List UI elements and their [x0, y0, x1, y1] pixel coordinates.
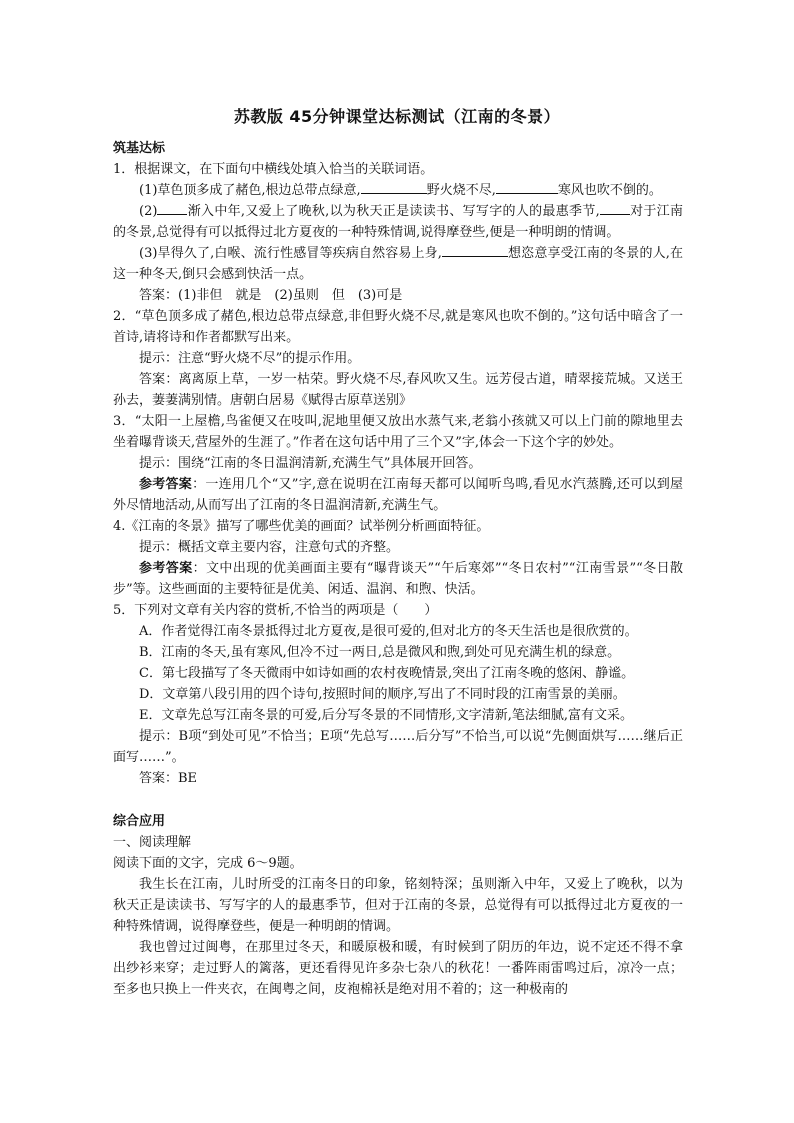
section-heading-basic: 筑基达标 — [113, 141, 166, 156]
question-1: 1．根据课文，在下面句中横线处填入恰当的关联词语。 — [113, 162, 434, 177]
reading-paragraph-2: 我也曾过过闽粤，在那里过冬天，和暖原极和暖，有时候到了阴历的年边，说不定还不得不拿出纱衫来穿；走过野人的篱落，更还看得见许多杂七杂八的秋花！一番阵雨雷鸣过后，凉冷一点；至多也只换上一件夹衣，在闽粤之间，皮袍棉袄是绝对用不着的；这一种极南的 — [113, 940, 683, 997]
option-b: B．江南的冬天,虽有寒风,但冷不过一两日,总是微风和煦,到处可见充满生机的绿意。 — [139, 645, 621, 660]
question-1-item-3 — [113, 243, 683, 285]
answer-3 — [113, 474, 683, 516]
question-1-item-1 — [113, 180, 683, 201]
question-2: 2．“草色顶多成了赭色,根边总带点绿意,非但野火烧不尽,就是寒风也吹不倒的。”这句话中暗含了一首诗,请将诗和作者都默写出来。 — [113, 309, 683, 345]
question-4: 4.《江南的冬景》描写了哪些优美的画面？试举例分析画面特征。 — [113, 519, 490, 534]
reading-instruction: 阅读下面的文字，完成 6～9题。 — [113, 856, 303, 871]
reading-paragraph-1: 我生长在江南，儿时所受的江南冬日的印象，铭刻特深；虽则渐入中年，又爱上了晚秋，以为秋天正是读读书、写写字的人的最惠季节，但对于江南的冬景，总觉得有可以抵得过北方夏夜的一种特殊情调，说得摩登些，便是一种明朗的情调。 — [113, 877, 683, 934]
answer-5: 答案：BE — [139, 771, 198, 786]
text: 渐入中年,又爱上了晚秋,以为秋天正是读读书、写写字的人的最惠季节, — [187, 204, 600, 219]
section-heading-applied: 综合应用 — [113, 814, 166, 829]
text: 想恣意享受江南的冬景的人,在这一种冬天,倒只会感到快活一点。 — [113, 246, 683, 282]
option-d: D．文章第八段引用的四个诗句,按照时间的顺序,写出了不同时段的江南雪景的美丽。 — [139, 687, 626, 702]
text: 寒风也吹不倒的。 — [557, 183, 662, 198]
question-1-item-2 — [113, 201, 683, 243]
fill-blank — [442, 243, 508, 257]
answer-2: 答案：离离原上草，一岁一枯荣。野火烧不尽,春风吹又生。远芳侵古道，晴翠接荒城。又送王孙去，萋萋满别情。唐朝白居易《赋得古原草送别》 — [113, 372, 683, 408]
answer-4 — [113, 558, 683, 600]
subsection-heading: 一、阅读理解 — [113, 835, 192, 850]
fill-blank — [361, 180, 427, 194]
hint-5: 提示：B项“到处可见”不恰当；E项“先总写……后分写”不恰当,可以说“先侧面烘写……继后正面写……”。 — [113, 729, 683, 765]
text: (1)草色顶多成了赭色,根边总带点绿意, — [139, 183, 361, 198]
answer-text: ：一连用几个“又”字,意在说明在江南每天都可以闻听鸟鸣,看见水汽蒸腾,还可以到屋外尽情地活动,从而写出了江南的冬日温润清新,充满生气。 — [113, 477, 683, 513]
question-5: 5．下列对文章有关内容的赏析,不恰当的两项是（ ） — [113, 603, 438, 618]
hint-2: 提示：注意“野火烧不尽”的提示作用。 — [139, 351, 361, 366]
option-c: C．第七段描写了冬天微雨中如诗如画的农村夜晚情景,突出了江南冬晚的悠闲、静谧。 — [139, 666, 635, 681]
option-e: E．文章先总写江南冬景的可爱,后分写冬景的不同情形,文字清新,笔法细腻,富有文采。 — [139, 708, 634, 723]
text: 野火烧不尽, — [426, 183, 496, 198]
option-a: A．作者觉得江南冬景抵得过北方夏夜,是很可爱的,但对北方的冬天生活也是很欣赏的。 — [139, 624, 638, 639]
page-title: 苏教版 45分钟课堂达标测试（江南的冬景） — [233, 107, 561, 126]
answer-1: 答案：(1)非但 就是 (2)虽则 但 (3)可是 — [139, 288, 403, 303]
answer-label: 参考答案 — [139, 477, 193, 492]
document-body — [113, 138, 683, 1000]
answer-text: ：文中出现的优美画面主要有“曝背谈天”“午后寒郊”“冬日农村”“江南雪景”“冬日散步”等。这些画面的主要特征是优美、闲适、温润、和煦、快活。 — [113, 561, 683, 597]
hint-4: 提示：概括文章主要内容，注意句式的齐整。 — [139, 540, 400, 555]
fill-blank — [600, 201, 630, 215]
text: (2) — [139, 204, 158, 219]
question-3: 3．“太阳一上屋檐,鸟雀便又在吱叫,泥地里便又放出水蒸气来,老翁小孩就又可以上门前的隙地里去坐着曝背谈天,营屋外的生涯了。”作者在这句话中用了三个又”字,体会一下这个字的妙处。 — [113, 414, 683, 450]
hint-3: 提示：围绕“江南的冬日温润清新,充满生气”具体展开回答。 — [139, 456, 482, 471]
spacer — [113, 789, 683, 811]
text: 对于江南的冬景,总觉得有可以抵得过北方夏夜的一种特殊情调,说得摩登些,便是一种明朗的情调。 — [113, 204, 683, 240]
fill-blank — [496, 180, 558, 194]
text: (3)旱得久了,白喉、流行性感冒等疾病自然容易上身, — [139, 246, 442, 261]
answer-label: 参考答案 — [139, 561, 193, 576]
fill-blank — [157, 201, 187, 215]
